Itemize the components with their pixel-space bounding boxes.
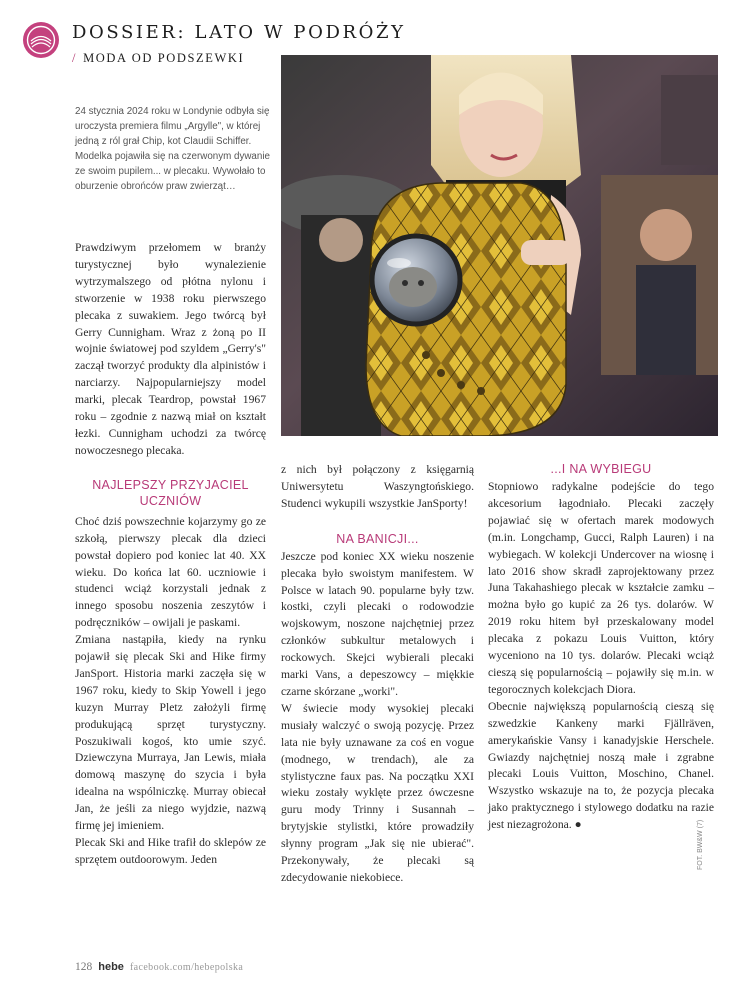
article-column-2 — [281, 462, 474, 887]
photo-caption: 24 stycznia 2024 roku w Londynie odbyła się uroczysta premiera filmu „Argylle", w której jedną z ról grał Chip, kot Claudii Schiffer. Modelka pojawiła się na czerwonym dywanie ze swoim pupilem... w plecaku. Wywołało to oburzenie obrońców praw zwierząt… — [75, 106, 270, 192]
paragraph — [488, 699, 714, 834]
paragraph: Plecak Ski and Hike trafił do sklepów ze sprzętem outdoorowym. Jeden — [75, 836, 266, 866]
page-subtitle — [72, 51, 244, 66]
article-column-1 — [75, 240, 266, 869]
subtitle-text: MODA OD PODSZEWKI — [83, 51, 245, 65]
paragraph-text: Obecnie największą popularnością cieszą się szwedzkie Kankeny marki Fjällräven, amerykańskie Vansy i kanadyjskie Herschele. Gwiazdy najchętniej noszą małe i zgrabne plecaki Louis Vuitton, Moschino, Chanel. Wszystko wskazuje na to, że pozycja plecaka jako praktycznego i stylowego dodatku na razie jest niezagrożona. — [488, 699, 714, 832]
paragraph: Jeszcze pod koniec XX wieku noszenie plecaka było swoistym manifestem. W Polsce w latach 90. popularne były tzw. kostki, czyli plecaki o rodowodzie wojskowym, noszone najchętniej przez członków subkultur metalowych i rockowych. Skejci wybierali plecaki marki Vans, a depeszowcy – miękkie czarne skórzane „worki". — [281, 549, 474, 698]
hebe-logo-icon — [22, 21, 60, 59]
subtitle-slash: / — [72, 51, 78, 65]
paragraph: Zmiana nastąpiła, kiedy na rynku pojawił się plecak Ski and Hike firmy JanSport. Historia marki zaczęła się w 1967 roku, kiedy to Skip Yowell i jego kuzyn Murray Pletz założyli firmę produkującą sprzęt turystyczny. Poszukiwali kogoś, kto umie szyć. Dziewczyna Murraya, Jan Lewis, miała domową maszynę do szycia i była idealna na wspólniczkę. Murray obiecał Jan, że jeśli za niego wyjdzie, nazwą firmę jej imieniem. — [75, 633, 266, 833]
footer-url[interactable]: facebook.com/hebepolska — [129, 962, 244, 973]
paragraph: Choć dziś powszechnie kojarzymy go ze szkołą, pierwszy plecak dla dzieci powstał dopiero pod koniec lat 40. XX wieku. Do końca lat 60. uczniowie i studenci wciąż korzystali jednak z innego sposobu noszenia zeszytów i podręczników – owijali je paskami. — [75, 514, 266, 630]
end-mark-icon: ● — [574, 818, 582, 832]
page-title: DOSSIER: LATO W PODRÓŻY — [72, 22, 406, 43]
paragraph: W świecie mody wysokiej plecaki musiały walczyć o swoją pozycję. Przez lata nie były uznawane za coś en vogue (modnego, w trendach), ale za stylistyczne faux pas. Na początku XXI wieku zostały wyklęte przez ówczesne guru mody Trinny i Susannah – brytyjskie stylistki, które prowadziły słynny program „Jak się nie ubierać". Przekonywały, że plecaki są zdecydowanie niekobiece. — [281, 701, 474, 884]
paragraph: z nich był połączony z księgarnią Uniwersytetu Waszyngtońskiego. Studenci wykupili wszystkie JanSporty! — [281, 463, 474, 510]
section-heading-best-friend: NAJLEPSZY PRZYJACIEL UCZNIÓW — [92, 477, 249, 508]
section-heading-banishment: NA BANICJI... — [336, 531, 419, 546]
photo-illustration — [281, 55, 718, 436]
article-column-3 — [488, 479, 714, 834]
paragraph: Stopniowo radykalne podejście do tego akcesorium łagodniało. Plecaki zaczęły pojawiać się w ofertach marek modowych (m.in. Longchamp, Gucci, Ralph Lauren) i na wybiegach. W kolekcji Undercover na wiosnę i lato 2016 show skradł zaprojektowany przez Juna Takahashiego plecak w kształcie zamku – można było go kupić za 26 tys. dolarów. W 2019 roku hitem był przeskalowany model plecaka z pokazu Louis Vuitton, który wyceniono na 10 tys. dolarów. Plecaki wciąż cieszą się popularnością – pojawiły się m.in. w tegorocznych kolekcjach Diora. — [488, 480, 714, 696]
photo-cat-backpack — [281, 55, 718, 436]
page-number: 128 — [75, 961, 93, 973]
page-footer — [75, 961, 243, 973]
photo-credit: FOT. BW&W (7) — [697, 819, 704, 870]
paragraph: Prawdziwym przełomem w branży turystycznej było wynalezienie wytrzymalszego od płótna nylonu i stworzenie w 1938 roku pierwszego plecaka z suwakiem. Jego twórcą był Gerry Cunnigham. Wraz z żoną po II wojnie światowej pod szyldem „Gerry's" zaczął tworzyć produkty dla alpinistów i narciarzy. Najpopularniejszy model marki, plecak Teardrop, powstał 1967 roku – zgodnie z nazwą miał on kształt łezki. Cunnigham uchodzi za twórcę nowoczesnego plecaka. — [75, 241, 266, 457]
footer-brand: hebe — [98, 961, 124, 973]
section-heading-runway: ...I NA WYBIEGU — [550, 462, 652, 476]
